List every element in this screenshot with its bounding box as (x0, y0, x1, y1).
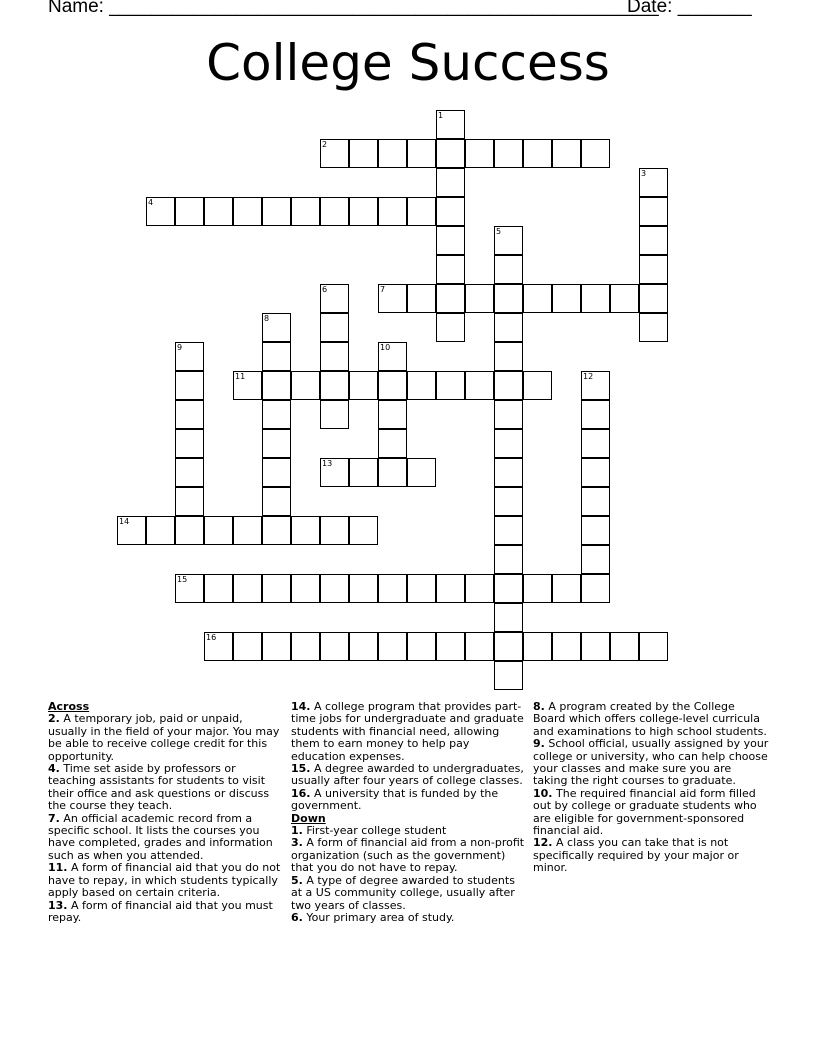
clue-item-text: A type of degree awarded to students at a US community college, usually after two years of classes. (291, 873, 515, 912)
clues-column-1 (48, 701, 282, 924)
grid-cell[interactable] (262, 197, 291, 226)
clue-item-number: 3. (291, 836, 303, 850)
clue-item-text: A form of financial aid that you must repay. (48, 898, 273, 924)
clue-item-text: A university that is funded by the government. (291, 786, 499, 813)
grid-cell[interactable] (407, 371, 436, 400)
clue-number: 9 (177, 343, 183, 352)
grid-cell[interactable] (320, 342, 349, 371)
grid-cell[interactable] (262, 429, 291, 458)
grid-cell[interactable] (291, 516, 320, 545)
across-clues-list (48, 713, 282, 924)
clue-item-number: 12. (533, 836, 553, 850)
clue-item-number: 4. (48, 762, 60, 776)
grid-cell[interactable] (581, 632, 610, 661)
grid-cell[interactable] (465, 574, 494, 603)
grid-cell[interactable] (494, 226, 523, 255)
grid-cell[interactable] (378, 632, 407, 661)
grid-cell[interactable] (494, 603, 523, 632)
grid-cell[interactable] (436, 255, 465, 284)
grid-cell[interactable] (494, 313, 523, 342)
grid-cell[interactable] (175, 400, 204, 429)
grid-cell[interactable] (581, 458, 610, 487)
date-field-label: Date: _______ (627, 0, 752, 17)
grid-cell[interactable] (639, 632, 668, 661)
grid-cell[interactable] (320, 400, 349, 429)
grid-cell[interactable] (262, 632, 291, 661)
clue-number: 6 (322, 285, 328, 294)
grid-cell[interactable] (291, 197, 320, 226)
grid-cell[interactable] (349, 458, 378, 487)
grid-cell[interactable] (262, 371, 291, 400)
page-title: College Success (206, 34, 610, 92)
grid-cell[interactable] (175, 458, 204, 487)
grid-cell[interactable] (117, 516, 146, 545)
grid-cell[interactable] (436, 197, 465, 226)
grid-cell[interactable] (262, 516, 291, 545)
grid-cell[interactable] (523, 139, 552, 168)
clue-item (291, 837, 527, 874)
grid-cell[interactable] (175, 429, 204, 458)
name-field-label: Name: ____________________________________________________ (48, 0, 659, 17)
grid-cell[interactable] (581, 516, 610, 545)
grid-cell[interactable] (378, 284, 407, 313)
grid-cell[interactable] (436, 284, 465, 313)
clue-item-text: A class you can take that is not specifically required by your major or minor. (533, 836, 739, 875)
grid-cell[interactable] (233, 516, 262, 545)
grid-cell[interactable] (146, 197, 175, 226)
grid-cell[interactable] (378, 574, 407, 603)
clue-item-text: Your primary area of study. (306, 910, 455, 924)
clue-item-number: 11. (48, 861, 68, 875)
clue-item-number: 9. (533, 737, 545, 751)
grid-cell[interactable] (233, 632, 262, 661)
grid-cell[interactable] (581, 284, 610, 313)
grid-cell[interactable] (436, 168, 465, 197)
clue-item-text: A form of financial aid from a non-profit organization (such as the government) that you do not have to repay. (291, 836, 525, 875)
grid-cell[interactable] (204, 632, 233, 661)
grid-cell[interactable] (581, 545, 610, 574)
grid-cell[interactable] (465, 632, 494, 661)
clue-number: 16 (206, 633, 217, 642)
grid-cell[interactable] (320, 516, 349, 545)
grid-cell[interactable] (204, 574, 233, 603)
clue-item-number: 15. (291, 762, 311, 776)
clue-item-text: Time set aside by professors or teaching assistants for students to visit their office and ask questions or discuss the course they teach. (48, 762, 270, 813)
grid-cell[interactable] (320, 197, 349, 226)
grid-cell[interactable] (349, 574, 378, 603)
clue-number: 1 (438, 111, 444, 120)
grid-cell[interactable] (349, 632, 378, 661)
grid-cell[interactable] (262, 487, 291, 516)
clue-number: 12 (583, 372, 594, 381)
grid-cell[interactable] (262, 313, 291, 342)
grid-cell[interactable] (494, 371, 523, 400)
grid-cell[interactable] (175, 371, 204, 400)
clue-item-number: 16. (291, 786, 311, 800)
grid-cell[interactable] (581, 371, 610, 400)
clue-item (291, 912, 527, 924)
clue-item (533, 837, 769, 874)
grid-cell[interactable] (523, 371, 552, 400)
grid-cell[interactable] (407, 574, 436, 603)
grid-cell[interactable] (378, 342, 407, 371)
clue-item (533, 788, 769, 838)
grid-cell[interactable] (436, 110, 465, 139)
clue-item-number: 7. (48, 811, 60, 825)
clues-column-2 (291, 701, 527, 924)
clue-item (48, 862, 282, 899)
grid-cell[interactable] (378, 458, 407, 487)
grid-cell[interactable] (581, 574, 610, 603)
grid-cell[interactable] (291, 574, 320, 603)
grid-cell[interactable] (175, 487, 204, 516)
grid-cell[interactable] (465, 371, 494, 400)
grid-cell[interactable] (494, 284, 523, 313)
grid-cell[interactable] (494, 139, 523, 168)
clues-column-3 (533, 701, 769, 875)
grid-cell[interactable] (320, 284, 349, 313)
grid-cell[interactable] (349, 197, 378, 226)
clue-number: 3 (641, 169, 647, 178)
grid-cell[interactable] (639, 168, 668, 197)
clue-item-text: School official, usually assigned by your college or university, who can help choose your classes and make sure you are taking the right courses to graduate. (533, 737, 769, 788)
clue-number: 2 (322, 140, 328, 149)
grid-cell[interactable] (494, 429, 523, 458)
grid-cell[interactable] (262, 458, 291, 487)
across-heading: Across (48, 700, 90, 713)
grid-cell[interactable] (552, 139, 581, 168)
grid-cell[interactable] (291, 371, 320, 400)
grid-cell[interactable] (407, 632, 436, 661)
grid-cell[interactable] (552, 574, 581, 603)
grid-cell[interactable] (581, 487, 610, 516)
grid-cell[interactable] (262, 400, 291, 429)
grid-cell[interactable] (552, 284, 581, 313)
grid-cell[interactable] (639, 226, 668, 255)
grid-cell[interactable] (494, 255, 523, 284)
down-clues-list-cont (533, 701, 769, 875)
clue-item (291, 763, 527, 788)
clue-number: 15 (177, 575, 188, 584)
grid-cell[interactable] (378, 371, 407, 400)
grid-cell[interactable] (465, 284, 494, 313)
clue-item-number: 5. (291, 873, 303, 887)
clue-number: 4 (148, 198, 154, 207)
clue-item-text: A college program that provides part-time jobs for undergraduate and graduate students with financial need, allowing them to earn money to help pay education expenses. (291, 700, 524, 763)
grid-cell[interactable] (523, 284, 552, 313)
clue-item (533, 701, 769, 738)
grid-cell[interactable] (175, 197, 204, 226)
grid-cell[interactable] (233, 574, 262, 603)
grid-cell[interactable] (320, 458, 349, 487)
grid-cell[interactable] (436, 632, 465, 661)
grid-cell[interactable] (320, 139, 349, 168)
grid-cell[interactable] (204, 197, 233, 226)
clue-number: 5 (496, 227, 502, 236)
grid-cell[interactable] (494, 545, 523, 574)
clue-item-number: 14. (291, 700, 311, 713)
clue-item-text: The required financial aid form filled out by college or graduate students who are eligible for government-sponsored financial aid. (533, 786, 757, 838)
clue-number: 11 (235, 372, 246, 381)
grid-cell[interactable] (349, 139, 378, 168)
grid-cell[interactable] (407, 458, 436, 487)
clue-item (291, 701, 527, 763)
clue-item-text: A program created by the College Board which offers college-level curricula and examinations to high school students. (533, 700, 767, 738)
grid-cell[interactable] (523, 574, 552, 603)
grid-cell[interactable] (639, 313, 668, 342)
grid-cell[interactable] (233, 371, 262, 400)
grid-cell[interactable] (378, 400, 407, 429)
clue-item-text: A temporary job, paid or unpaid, usually in the field of your major. You may be able to receive college credit for this opportunity. (48, 712, 280, 763)
grid-cell[interactable] (291, 632, 320, 661)
clue-item (48, 900, 282, 925)
clue-item (48, 763, 282, 813)
clue-item-text: An official academic record from a specific school. It lists the courses you have completed, grades and information such as when you attended. (48, 811, 273, 862)
grid-cell[interactable] (494, 487, 523, 516)
clue-number: 8 (264, 314, 270, 323)
grid-cell[interactable] (610, 284, 639, 313)
grid-cell[interactable] (494, 574, 523, 603)
clue-item-number: 8. (533, 700, 545, 713)
grid-cell[interactable] (581, 139, 610, 168)
grid-cell[interactable] (175, 342, 204, 371)
clue-item (291, 788, 527, 813)
grid-cell[interactable] (175, 574, 204, 603)
grid-cell[interactable] (494, 516, 523, 545)
clue-item-text: First-year college student (306, 824, 447, 838)
clue-item-number: 6. (291, 910, 303, 924)
clue-item (533, 738, 769, 788)
clue-item (48, 713, 282, 763)
grid-cell[interactable] (407, 139, 436, 168)
grid-cell[interactable] (320, 632, 349, 661)
clue-item-number: 13. (48, 898, 68, 912)
grid-cell[interactable] (407, 197, 436, 226)
grid-cell[interactable] (204, 516, 233, 545)
grid-cell[interactable] (465, 139, 494, 168)
grid-cell[interactable] (146, 516, 175, 545)
grid-cell[interactable] (378, 197, 407, 226)
clue-item-text: A form of financial aid that you do not have to repay, in which students typically apply based on certain criteria. (48, 861, 281, 900)
down-clues-list (291, 825, 527, 924)
grid-cell[interactable] (320, 574, 349, 603)
grid-cell[interactable] (349, 371, 378, 400)
grid-cell[interactable] (349, 516, 378, 545)
grid-cell[interactable] (320, 371, 349, 400)
grid-cell[interactable] (436, 371, 465, 400)
down-heading: Down (291, 811, 326, 825)
clue-item-number: 10. (533, 786, 553, 800)
grid-cell[interactable] (436, 313, 465, 342)
across-clues-list-cont (291, 701, 527, 813)
grid-cell[interactable] (552, 632, 581, 661)
clue-number: 7 (380, 285, 386, 294)
clue-number: 13 (322, 459, 333, 468)
clue-item-text: A degree awarded to undergraduates, usually after four years of college classes. (291, 762, 524, 788)
grid-cell[interactable] (494, 400, 523, 429)
grid-cell[interactable] (639, 197, 668, 226)
grid-cell[interactable] (262, 342, 291, 371)
grid-cell[interactable] (610, 632, 639, 661)
grid-cell[interactable] (494, 342, 523, 371)
grid-cell[interactable] (436, 574, 465, 603)
grid-cell[interactable] (233, 197, 262, 226)
grid-cell[interactable] (262, 574, 291, 603)
clue-item (291, 875, 527, 912)
grid-cell[interactable] (320, 313, 349, 342)
clue-item-number: 1. (291, 824, 303, 838)
grid-cell[interactable] (494, 661, 523, 690)
grid-cell[interactable] (436, 226, 465, 255)
grid-cell[interactable] (494, 458, 523, 487)
grid-cell[interactable] (378, 139, 407, 168)
clue-item (48, 813, 282, 863)
grid-cell[interactable] (523, 632, 552, 661)
grid-cell[interactable] (581, 429, 610, 458)
grid-cell[interactable] (581, 400, 610, 429)
clue-number: 14 (119, 517, 130, 526)
clue-item-number: 2. (48, 712, 60, 726)
clue-number: 10 (380, 343, 391, 352)
grid-cell[interactable] (407, 284, 436, 313)
grid-cell[interactable] (175, 516, 204, 545)
grid-cell[interactable] (494, 632, 523, 661)
grid-cell[interactable] (639, 255, 668, 284)
grid-cell[interactable] (378, 429, 407, 458)
grid-cell[interactable] (639, 284, 668, 313)
grid-cell[interactable] (436, 139, 465, 168)
